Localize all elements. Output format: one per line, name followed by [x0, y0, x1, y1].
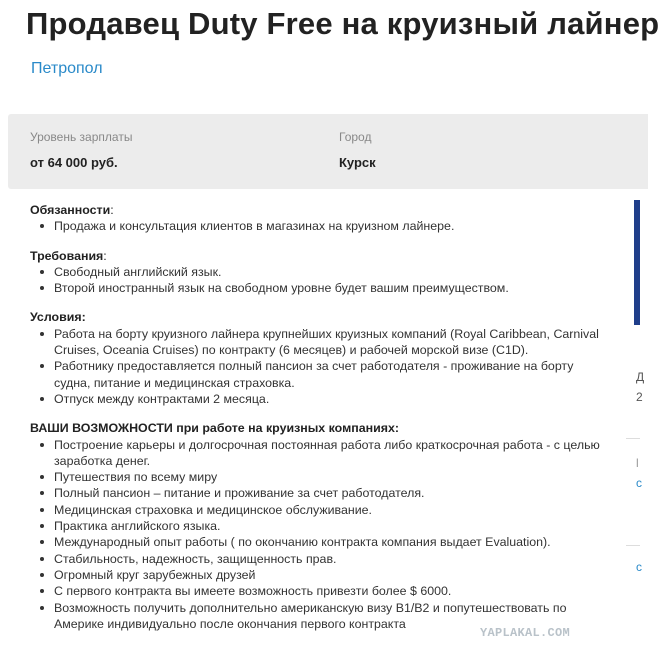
list-item: Продажа и консультация клиентов в магазинах на круизном лайнере.: [30, 218, 610, 234]
list-item: Международный опыт работы ( по окончанию контракта компания выдает Evaluation).: [30, 534, 610, 550]
conditions-list: [30, 326, 610, 407]
salary-block: [30, 130, 132, 170]
job-info-panel: [8, 114, 648, 189]
list-item: Огромный круг зарубежных друзей: [30, 567, 610, 583]
list-item: С первого контракта вы имеете возможность привезти более $ 6000.: [30, 583, 610, 599]
conditions-heading: Условия:: [30, 310, 86, 325]
list-item: Работа на борту круизного лайнера крупнейших круизных компаний (Royal Caribbean, Carnival Cruises, Oceania Cruises) по контракту (6 месяцев) и рабочей морской визе (C1D).: [30, 326, 610, 359]
opportunities-heading: ВАШИ ВОЗМОЖНОСТИ при работе на круизных компаниях:: [30, 421, 399, 436]
page-title: Продавец Duty Free на круизный лайнер: [26, 6, 659, 41]
sidebar-fragment: l: [636, 456, 639, 470]
list-item: Практика английского языка.: [30, 518, 610, 534]
list-item: Свободный английский язык.: [30, 264, 610, 280]
list-item: Построение карьеры и долгосрочная постоянная работа либо краткосрочная работа - с целью заработка денег.: [30, 437, 610, 470]
duties-list: [30, 218, 610, 234]
list-item: Отпуск между контрактами 2 месяца.: [30, 391, 610, 407]
sidebar-fragment: c: [636, 476, 642, 490]
sidebar-fragment: Д: [636, 370, 645, 384]
requirements-section: [30, 248, 610, 297]
list-item: Стабильность, надежность, защищенность прав.: [30, 551, 610, 567]
conditions-section: [30, 309, 610, 407]
city-value: Курск: [339, 155, 376, 170]
list-item: Работнику предоставляется полный пансион за счет работодателя - проживание на борту судна, питание и медицинская страховка.: [30, 358, 610, 391]
list-item: Медицинская страховка и медицинское обслуживание.: [30, 502, 610, 518]
duties-section: [30, 202, 610, 235]
job-description: [30, 202, 610, 645]
sidebar-divider: [626, 438, 640, 439]
requirements-list: [30, 264, 610, 297]
duties-heading: Обязанности:: [30, 203, 114, 217]
salary-value: от 64 000 руб.: [30, 155, 118, 170]
opportunities-section: [30, 420, 610, 632]
site-watermark: YAPLAKAL.COM: [480, 626, 571, 640]
city-label: Город: [339, 130, 372, 144]
opportunities-list: [30, 437, 610, 633]
list-item: Путешествия по всему миру: [30, 469, 610, 485]
salary-label: Уровень зарплаты: [30, 130, 133, 144]
list-item: Полный пансион – питание и проживание за счет работодателя.: [30, 485, 610, 501]
sidebar-fragment: 2: [636, 390, 643, 404]
requirements-heading: Требования:: [30, 248, 107, 263]
sidebar-divider: [626, 545, 640, 546]
list-item: Второй иностранный язык на свободном уровне будет вашим преимуществом.: [30, 280, 610, 296]
list-item: Возможность получить дополнительно американскую визу B1/B2 и попутешествовать по Америке индивидуально после окончания первого контракта: [30, 600, 610, 633]
company-link[interactable]: Петропол: [31, 60, 103, 77]
city-block: [339, 130, 376, 170]
sidebar-banner-edge[interactable]: [634, 200, 640, 325]
sidebar-fragment: c: [636, 560, 642, 574]
